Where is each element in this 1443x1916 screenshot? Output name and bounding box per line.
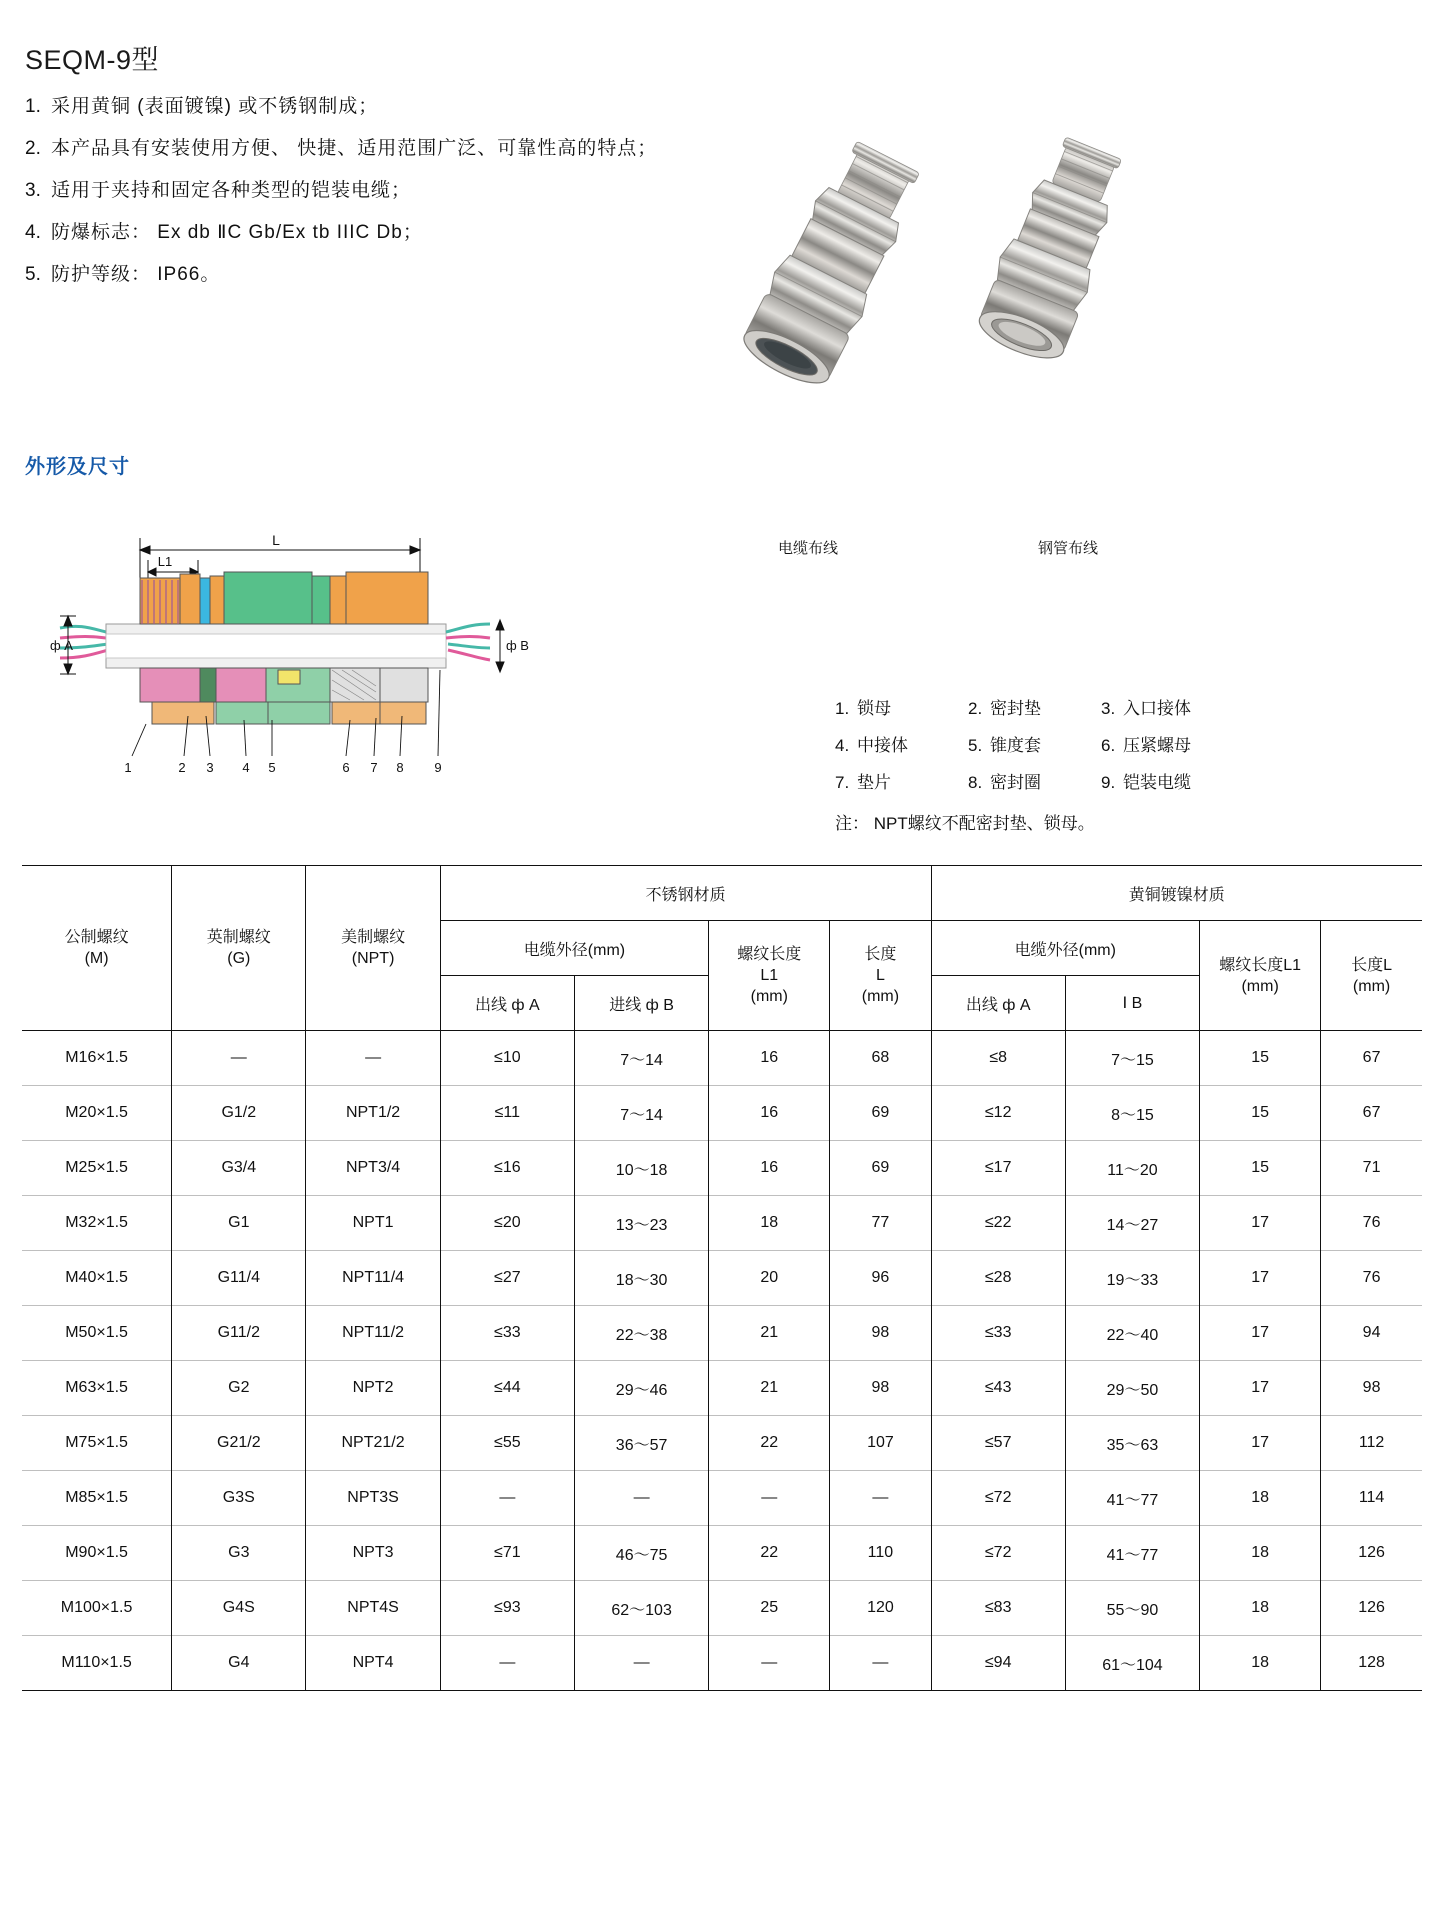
cell-br-l: 112 [1321,1416,1422,1471]
cell-br-l: 126 [1321,1526,1422,1581]
legend-item-4 [835,727,968,764]
cell-british: G3 [172,1526,306,1581]
cell-metric: M63×1.5 [22,1361,172,1416]
th-brass-thread-len-line2: (mm) [1241,977,1279,995]
cell-metric: M40×1.5 [22,1251,172,1306]
list-item-number: 2. [25,138,41,159]
cell-br-a: ≤22 [931,1196,1065,1251]
legend-label: 入口接体 [1123,699,1191,718]
table-row [22,1361,1422,1416]
callout-7: 7 [370,760,378,775]
cell-ss-a: ≤10 [440,1031,574,1086]
table-row [22,1526,1422,1581]
cell-br-b: 22～40 [1065,1306,1199,1361]
list-item [25,256,705,294]
cell-british: G11/4 [172,1251,306,1306]
th-metric-thread [22,866,172,1031]
th-brass-cable-od: 电缆外径(mm) [931,921,1200,976]
th-ss-cable-od: 电缆外径(mm) [440,921,709,976]
cell-metric: M90×1.5 [22,1526,172,1581]
section-title-dimensions: 外形及尺寸 [25,456,130,478]
cell-br-l1: 17 [1200,1361,1321,1416]
callout-8: 8 [396,760,404,775]
cell-american: NPT3/4 [306,1141,440,1196]
cell-br-l1: 17 [1200,1251,1321,1306]
cell-br-a: ≤72 [931,1471,1065,1526]
cell-ss-l: 77 [830,1196,931,1251]
cell-ss-l: 68 [830,1031,931,1086]
cell-br-l: 126 [1321,1581,1422,1636]
cell-british: — [172,1031,306,1086]
photo-caption-conduit: 钢管布线 [1037,540,1098,557]
cell-british: G2 [172,1361,306,1416]
cell-american: NPT1/2 [306,1086,440,1141]
cell-br-a: ≤8 [931,1031,1065,1086]
cell-ss-b: 7～14 [574,1031,708,1086]
legend-label: 锥度套 [990,736,1041,755]
cell-metric: M85×1.5 [22,1471,172,1526]
cell-ss-b: 46～75 [574,1526,708,1581]
cell-american: NPT2 [306,1361,440,1416]
legend-label: 密封圈 [990,773,1041,792]
dimension-label-B: ф B [506,638,529,653]
cell-br-b: 29～50 [1065,1361,1199,1416]
cell-ss-b: 22～38 [574,1306,708,1361]
cell-br-b: 14～27 [1065,1196,1199,1251]
cell-br-b: 19～33 [1065,1251,1199,1306]
th-ss-thread-len-line2: L1 [760,967,779,984]
cell-br-a: ≤43 [931,1361,1065,1416]
cell-br-l: 128 [1321,1636,1422,1691]
th-metric-line1: 公制螺纹 [64,929,129,946]
cell-br-l: 71 [1321,1141,1422,1196]
cell-ss-b: 10～18 [574,1141,708,1196]
cell-metric: M100×1.5 [22,1581,172,1636]
table-header-row [22,866,1422,921]
cell-br-a: ≤28 [931,1251,1065,1306]
table-row [22,1471,1422,1526]
cell-br-l1: 18 [1200,1636,1321,1691]
cell-ss-l1: 22 [709,1526,830,1581]
legend-item-9 [1101,764,1234,801]
cell-ss-b: — [574,1636,708,1691]
callout-2: 2 [178,760,186,775]
cell-american: NPT11/4 [306,1251,440,1306]
cell-br-l: 67 [1321,1031,1422,1086]
callout-6: 6 [342,760,350,775]
legend-item-6 [1101,727,1234,764]
list-item-text: 适用于夹持和固定各种类型的铠装电缆； [51,180,412,201]
cell-american: NPT4S [306,1581,440,1636]
cell-br-l1: 18 [1200,1471,1321,1526]
cell-american: NPT3 [306,1526,440,1581]
legend-number: 1. [835,699,850,718]
cell-br-l: 76 [1321,1196,1422,1251]
cell-british: G4S [172,1581,306,1636]
list-item-number: 4. [25,222,41,243]
legend-label: 锁母 [857,699,891,718]
cell-br-l1: 15 [1200,1031,1321,1086]
cell-ss-a: ≤16 [440,1141,574,1196]
callout-1: 1 [124,760,132,775]
cell-ss-l1: 16 [709,1141,830,1196]
cell-br-l1: 15 [1200,1141,1321,1196]
th-ss-thread-len-line1: 螺纹长度 [737,946,802,963]
cell-ss-l1: 21 [709,1361,830,1416]
callout-9: 9 [434,760,442,775]
cell-american: — [306,1031,440,1086]
product-photo-illustrations [700,130,1260,430]
cell-ss-a: ≤44 [440,1361,574,1416]
cell-ss-a: — [440,1471,574,1526]
cell-ss-a: ≤33 [440,1306,574,1361]
legend-number: 4. [835,736,850,755]
cell-american: NPT3S [306,1471,440,1526]
list-item-text: 防护等级： IP66。 [51,264,221,285]
dimension-label-L1: L1 [157,554,173,569]
legend-number: 9. [1101,773,1116,792]
legend-label: 铠装电缆 [1123,773,1191,792]
list-item-number: 5. [25,264,41,285]
table-row [22,1141,1422,1196]
legend-number: 3. [1101,699,1116,718]
cell-british: G3S [172,1471,306,1526]
th-ss-thread-len-line3: (mm) [750,988,788,1005]
cell-br-b: 55～90 [1065,1581,1199,1636]
cell-ss-a: ≤93 [440,1581,574,1636]
legend-number: 6. [1101,736,1116,755]
legend-label: 垫片 [857,773,891,792]
cell-american: NPT1 [306,1196,440,1251]
cell-br-a: ≤17 [931,1141,1065,1196]
cell-metric: M32×1.5 [22,1196,172,1251]
legend-item-3 [1101,690,1234,727]
th-american-thread [306,866,440,1031]
table-row [22,1196,1422,1251]
legend-label: 中接体 [857,736,908,755]
table-row [22,1636,1422,1691]
cell-br-b: 41～77 [1065,1471,1199,1526]
cell-ss-a: ≤55 [440,1416,574,1471]
cell-br-l1: 17 [1200,1306,1321,1361]
cell-br-l1: 17 [1200,1416,1321,1471]
cell-ss-l: 69 [830,1086,931,1141]
list-item [25,88,705,126]
cell-american: NPT11/2 [306,1306,440,1361]
cell-br-b: 41～77 [1065,1526,1199,1581]
table-body [22,1031,1422,1691]
th-british-line2: (G) [227,950,251,967]
cell-ss-l1: 16 [709,1031,830,1086]
cell-br-l: 76 [1321,1251,1422,1306]
page-title: SEQM-9型 [25,45,160,75]
table-row [22,1251,1422,1306]
cell-ss-l1: 18 [709,1196,830,1251]
cell-ss-l1: 21 [709,1306,830,1361]
legend-item-1 [835,690,968,727]
cell-br-b: 7～15 [1065,1031,1199,1086]
cell-metric: M50×1.5 [22,1306,172,1361]
legend-row [835,727,1255,764]
cell-ss-a: ≤20 [440,1196,574,1251]
table-row [22,1086,1422,1141]
dimension-drawing [20,520,580,820]
th-ss-length-line3: (mm) [861,988,900,1005]
feature-list [25,88,705,298]
cell-british: G11/2 [172,1306,306,1361]
photo-caption-cable: 电缆布线 [777,540,838,557]
cell-br-l1: 17 [1200,1196,1321,1251]
cell-ss-l1: 22 [709,1416,830,1471]
cell-ss-a: ≤71 [440,1526,574,1581]
cell-british: G3/4 [172,1141,306,1196]
cell-br-b: 11～20 [1065,1141,1199,1196]
th-brass-length-line1: 长度L [1351,956,1393,974]
list-item-text: 采用黄铜 (表面镀镍) 或不锈钢制成； [51,96,379,117]
cell-br-l: 67 [1321,1086,1422,1141]
table-row [22,1031,1422,1086]
cell-british: G21/2 [172,1416,306,1471]
list-item [25,214,705,252]
cell-ss-b: 7～14 [574,1086,708,1141]
cell-ss-a: — [440,1636,574,1691]
legend-label: 压紧螺母 [1123,736,1191,755]
legend-number: 5. [968,736,983,755]
legend-row [835,690,1255,727]
th-british-thread [172,866,306,1031]
th-brass-in-b: Ⅰ B [1065,976,1199,1031]
cell-ss-l: — [830,1636,931,1691]
th-ss-length-line1: 长度 [864,946,897,963]
legend-number: 2. [968,699,983,718]
cell-american: NPT4 [306,1636,440,1691]
specification-table [22,865,1422,1691]
dimension-label-L: L [272,532,280,548]
callout-3: 3 [206,760,214,775]
cell-br-b: 35～63 [1065,1416,1199,1471]
cell-ss-l1: — [709,1636,830,1691]
legend-item-7 [835,764,968,801]
cell-br-l: 98 [1321,1361,1422,1416]
cell-br-l1: 18 [1200,1581,1321,1636]
legend-item-8 [968,764,1101,801]
list-item-number: 1. [25,96,41,117]
table-row [22,1581,1422,1636]
cell-ss-b: 18～30 [574,1251,708,1306]
cell-metric: M25×1.5 [22,1141,172,1196]
cell-ss-l: — [830,1471,931,1526]
cell-ss-l: 120 [830,1581,931,1636]
list-item [25,130,705,168]
cell-br-a: ≤72 [931,1526,1065,1581]
cell-metric: M75×1.5 [22,1416,172,1471]
th-brass-thread-len-line1: 螺纹长度L1 [1219,956,1302,974]
cell-ss-l: 98 [830,1361,931,1416]
product-photos [700,130,1260,430]
th-brass-out-a: 出线 ф A [965,996,1031,1014]
cell-br-a: ≤83 [931,1581,1065,1636]
cell-br-a: ≤33 [931,1306,1065,1361]
cell-ss-b: 29～46 [574,1361,708,1416]
cell-br-l: 114 [1321,1471,1422,1526]
th-brass-thread-length [1200,921,1321,1031]
cell-br-a: ≤12 [931,1086,1065,1141]
cell-br-a: ≤57 [931,1416,1065,1471]
legend-number: 7. [835,773,850,792]
parts-legend [835,690,1255,842]
cell-ss-l: 110 [830,1526,931,1581]
th-brass-length-line2: (mm) [1352,977,1391,995]
th-group-brass: 黄铜镀镍材质 [931,866,1422,921]
th-ss-out-a: 出线 ф A [474,996,540,1014]
cell-ss-b: — [574,1471,708,1526]
cell-br-l1: 18 [1200,1526,1321,1581]
list-item-number: 3. [25,180,41,201]
list-item-text: 本产品具有安装使用方便、 快捷、适用范围广泛、可靠性高的特点； [51,138,658,159]
cell-ss-l1: — [709,1471,830,1526]
legend-row [835,764,1255,801]
table-row [22,1416,1422,1471]
cell-ss-l: 69 [830,1141,931,1196]
cell-br-b: 61～104 [1065,1636,1199,1691]
legend-item-2 [968,690,1101,727]
list-item [25,172,705,210]
cell-ss-a: ≤27 [440,1251,574,1306]
cell-ss-b: 62～103 [574,1581,708,1636]
th-ss-length-line2: L [875,967,885,984]
th-american-line2: (NPT) [351,950,395,967]
th-metric-line2: (M) [84,950,109,967]
cell-ss-l: 98 [830,1306,931,1361]
dimension-drawing-svg [20,520,580,820]
list-item-text: 防爆标志： Ex db ⅡC Gb/Ex tb IIIC Db； [51,222,423,243]
th-brass-length [1321,921,1422,1031]
th-group-stainless: 不锈钢材质 [440,866,931,921]
cell-ss-l: 107 [830,1416,931,1471]
table-row [22,1306,1422,1361]
cell-ss-a: ≤11 [440,1086,574,1141]
callout-5: 5 [268,760,276,775]
th-ss-in-b: 进线 ф B [574,976,708,1031]
cell-metric: M110×1.5 [22,1636,172,1691]
cell-ss-b: 36～57 [574,1416,708,1471]
legend-note: 注： NPT螺纹不配密封垫、锁母。 [835,814,1095,833]
cell-ss-l1: 25 [709,1581,830,1636]
dimension-label-A: ф A [50,638,73,653]
th-british-line1: 英制螺纹 [206,929,271,946]
cell-american: NPT21/2 [306,1416,440,1471]
cell-br-b: 8～15 [1065,1086,1199,1141]
legend-number: 8. [968,773,983,792]
cell-br-l: 94 [1321,1306,1422,1361]
cell-metric: M20×1.5 [22,1086,172,1141]
cell-british: G1/2 [172,1086,306,1141]
cell-br-l1: 15 [1200,1086,1321,1141]
th-ss-thread-length [709,921,830,1031]
cell-ss-l1: 16 [709,1086,830,1141]
legend-item-5 [968,727,1101,764]
callout-4: 4 [242,760,250,775]
cell-ss-l1: 20 [709,1251,830,1306]
legend-label: 密封垫 [990,699,1041,718]
cell-br-a: ≤94 [931,1636,1065,1691]
cell-ss-b: 13～23 [574,1196,708,1251]
cell-british: G4 [172,1636,306,1691]
cell-metric: M16×1.5 [22,1031,172,1086]
th-ss-length [830,921,931,1031]
cell-british: G1 [172,1196,306,1251]
cell-ss-l: 96 [830,1251,931,1306]
th-american-line1: 美制螺纹 [341,929,406,946]
